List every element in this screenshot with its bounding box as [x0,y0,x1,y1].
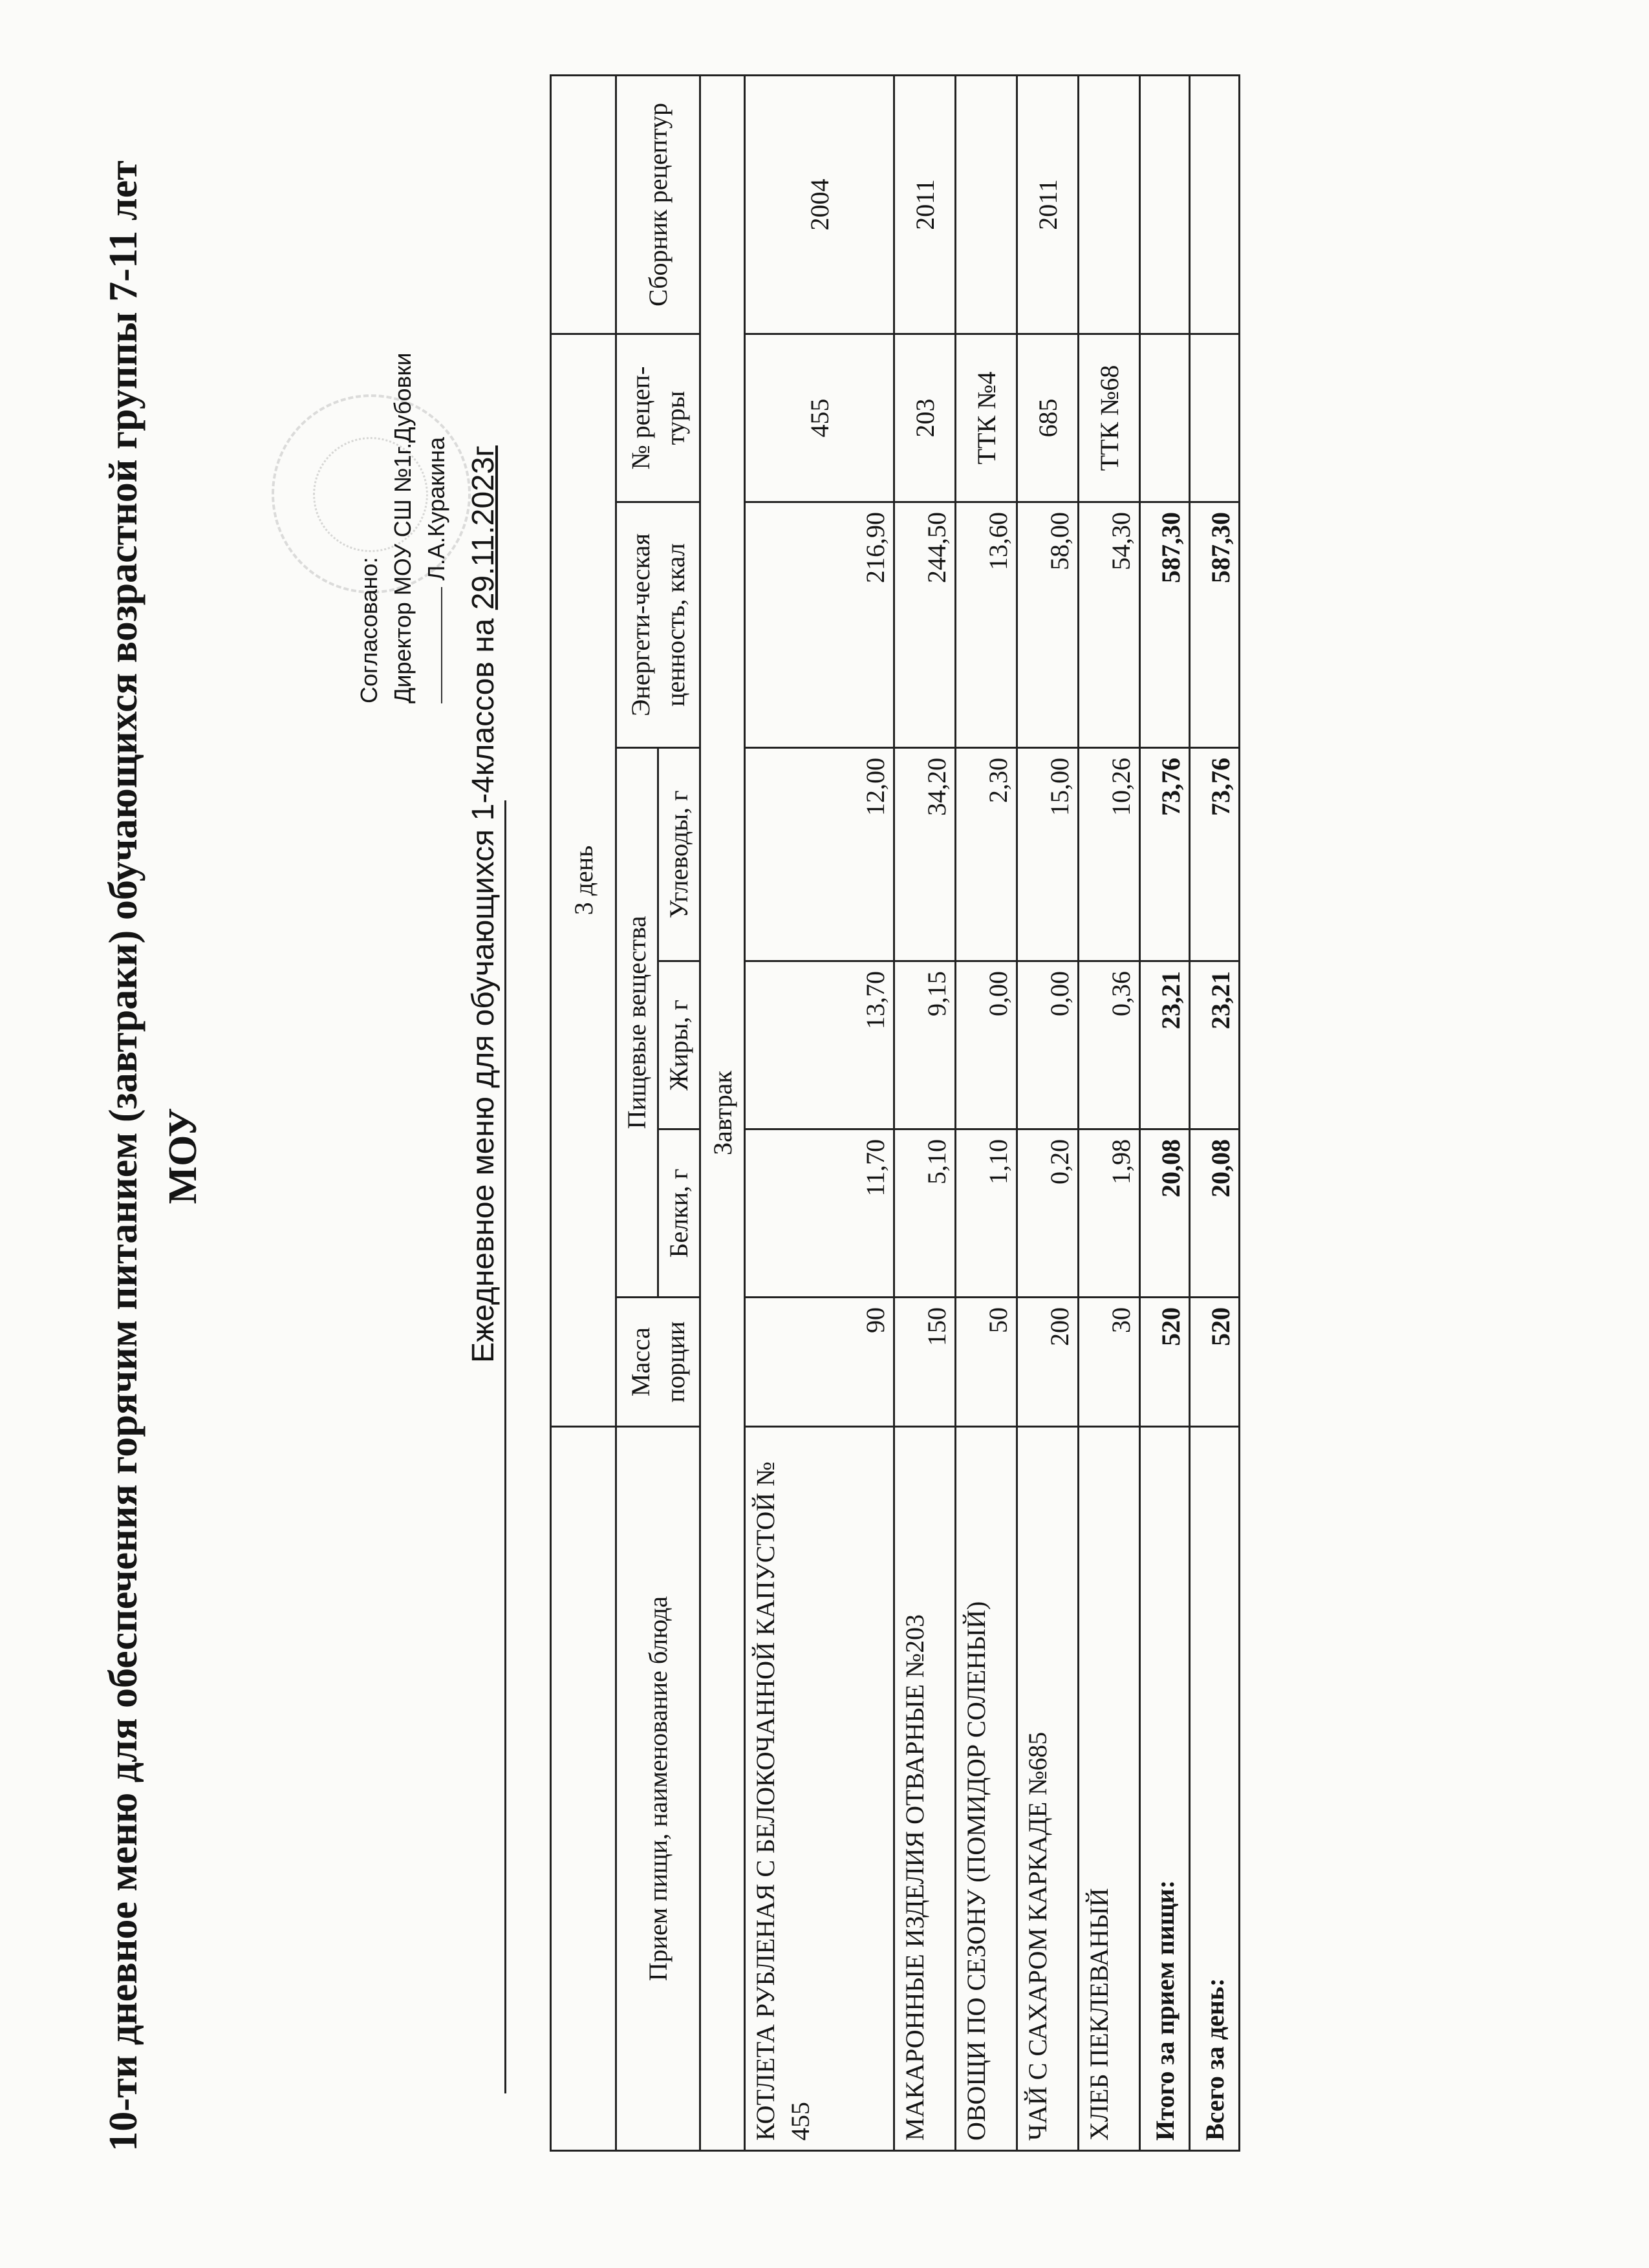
dish-energy: 216,90 [745,502,894,748]
total-carbs: 73,76 [1190,748,1240,961]
total-fat: 23,21 [1140,961,1190,1129]
menu-table [550,74,1240,2152]
dish-recipe-collection: 2011 [894,75,956,334]
menu-date: 29.11.2023г [466,445,501,610]
header-energy: Энергети-ческая ценность, ккал [616,502,700,748]
header-mass: Масса порции [616,1298,700,1427]
dish-mass: 150 [894,1298,956,1427]
total-label: Итого за прием пищи: [1140,1427,1190,2151]
dish-recipe-collection [956,75,1017,334]
dish-carbs: 15,00 [1017,748,1079,961]
meal-label: Завтрак [700,75,745,2150]
approval-position: Директор МОУ СШ №1г.Дубовки [389,352,416,703]
dish-fat: 0,36 [1079,961,1140,1129]
header-recipe-collection: Сборник рецептур [616,75,700,334]
dish-carbs: 12,00 [745,748,894,961]
dish-energy: 13,60 [956,502,1017,748]
page-title: 10-ти дневное меню для обеспечения горячим питанием (завтраки) обучающихся возрастной группы 7-11 лет МОУ [102,160,205,2152]
divider-line [504,800,506,2093]
total-carbs: 73,76 [1140,748,1190,961]
header-nutrients: Пищевые вещества [616,748,658,1298]
total-empty-cell [1190,334,1240,502]
dish-energy: 58,00 [1017,502,1079,748]
dish-fat: 0,00 [1017,961,1079,1129]
dish-recipe-number: 685 [1017,334,1079,502]
table-row [745,75,894,2150]
dish-mass: 30 [1079,1298,1140,1427]
dish-recipe-collection: 2004 [745,75,894,334]
dish-protein: 11,70 [745,1129,894,1298]
dish-energy: 54,30 [1079,502,1140,748]
total-empty-cell [1140,75,1190,334]
approval-heading: Согласовано: [356,557,382,703]
signature-mark [441,587,442,703]
day-row-spacer-end [551,75,616,334]
header-recipe-number: № рецеп-туры [616,334,700,502]
dish-protein: 1,10 [956,1129,1017,1298]
dish-fat: 0,00 [956,961,1017,1129]
dish-name: ХЛЕБ ПЕКЛЕВАНЫЙ [1079,1427,1140,2151]
meal-row [700,75,745,2150]
dish-fat: 13,70 [745,961,894,1129]
dish-carbs: 2,30 [956,748,1017,961]
subtitle-text: Ежедневное меню для обучающихся 1-4классов на [466,618,501,1363]
dish-carbs: 34,20 [894,748,956,961]
dish-mass: 50 [956,1298,1017,1427]
signature-name: Л.А.Куракина [423,436,449,581]
total-fat: 23,21 [1190,961,1240,1129]
total-mass: 520 [1190,1298,1240,1427]
table-row [894,75,956,2150]
dish-carbs: 10,26 [1079,748,1140,961]
dish-mass: 90 [745,1298,894,1427]
total-energy: 587,30 [1140,502,1190,748]
dish-energy: 244,50 [894,502,956,748]
total-label: Всего за день: [1190,1427,1240,2151]
dish-protein: 1,98 [1079,1129,1140,1298]
total-energy: 587,30 [1190,502,1240,748]
total-empty-cell [1190,75,1240,334]
header-protein: Белки, г [658,1129,700,1298]
day-row [551,75,616,2150]
day-row-spacer [551,1427,616,2151]
header-dish-name: Прием пищи, наименование блюда [616,1427,700,2151]
dish-recipe-collection [1079,75,1140,334]
header-fat: Жиры, г [658,961,700,1129]
meal-total-row [1140,75,1190,2150]
dish-recipe-number: ТТК №4 [956,334,1017,502]
total-empty-cell [1140,334,1190,502]
menu-subtitle [466,445,501,1363]
dish-name: МАКАРОННЫЕ ИЗДЕЛИЯ ОТВАРНЫЕ №203 [894,1427,956,2151]
signature-line [420,341,453,703]
dish-name: ОВОЩИ ПО СЕЗОНУ (ПОМИДОР СОЛЕНЫЙ) [956,1427,1017,2151]
day-total-row [1190,75,1240,2150]
table-row [956,75,1017,2150]
dish-recipe-number: ТТК №68 [1079,334,1140,502]
total-protein: 20,08 [1140,1129,1190,1298]
day-label: 3 день [551,334,616,1426]
dish-protein: 5,10 [894,1129,956,1298]
table-row [1017,75,1079,2150]
header-carbs: Углеводы, г [658,748,700,961]
total-mass: 520 [1140,1298,1190,1427]
approval-block [352,341,453,703]
dish-name: КОТЛЕТА РУБЛЕНАЯ С БЕЛОКОЧАННОЙ КАПУСТОЙ № 455 [745,1427,894,2151]
total-protein: 20,08 [1190,1129,1240,1298]
dish-fat: 9,15 [894,961,956,1129]
dish-recipe-number: 203 [894,334,956,502]
dish-recipe-collection: 2011 [1017,75,1079,334]
dish-mass: 200 [1017,1298,1079,1427]
table-row [1079,75,1140,2150]
dish-protein: 0,20 [1017,1129,1079,1298]
dish-name: ЧАЙ С САХАРОМ КАРКАДЕ №685 [1017,1427,1079,2151]
header-row [616,75,658,2150]
dish-recipe-number: 455 [745,334,894,502]
